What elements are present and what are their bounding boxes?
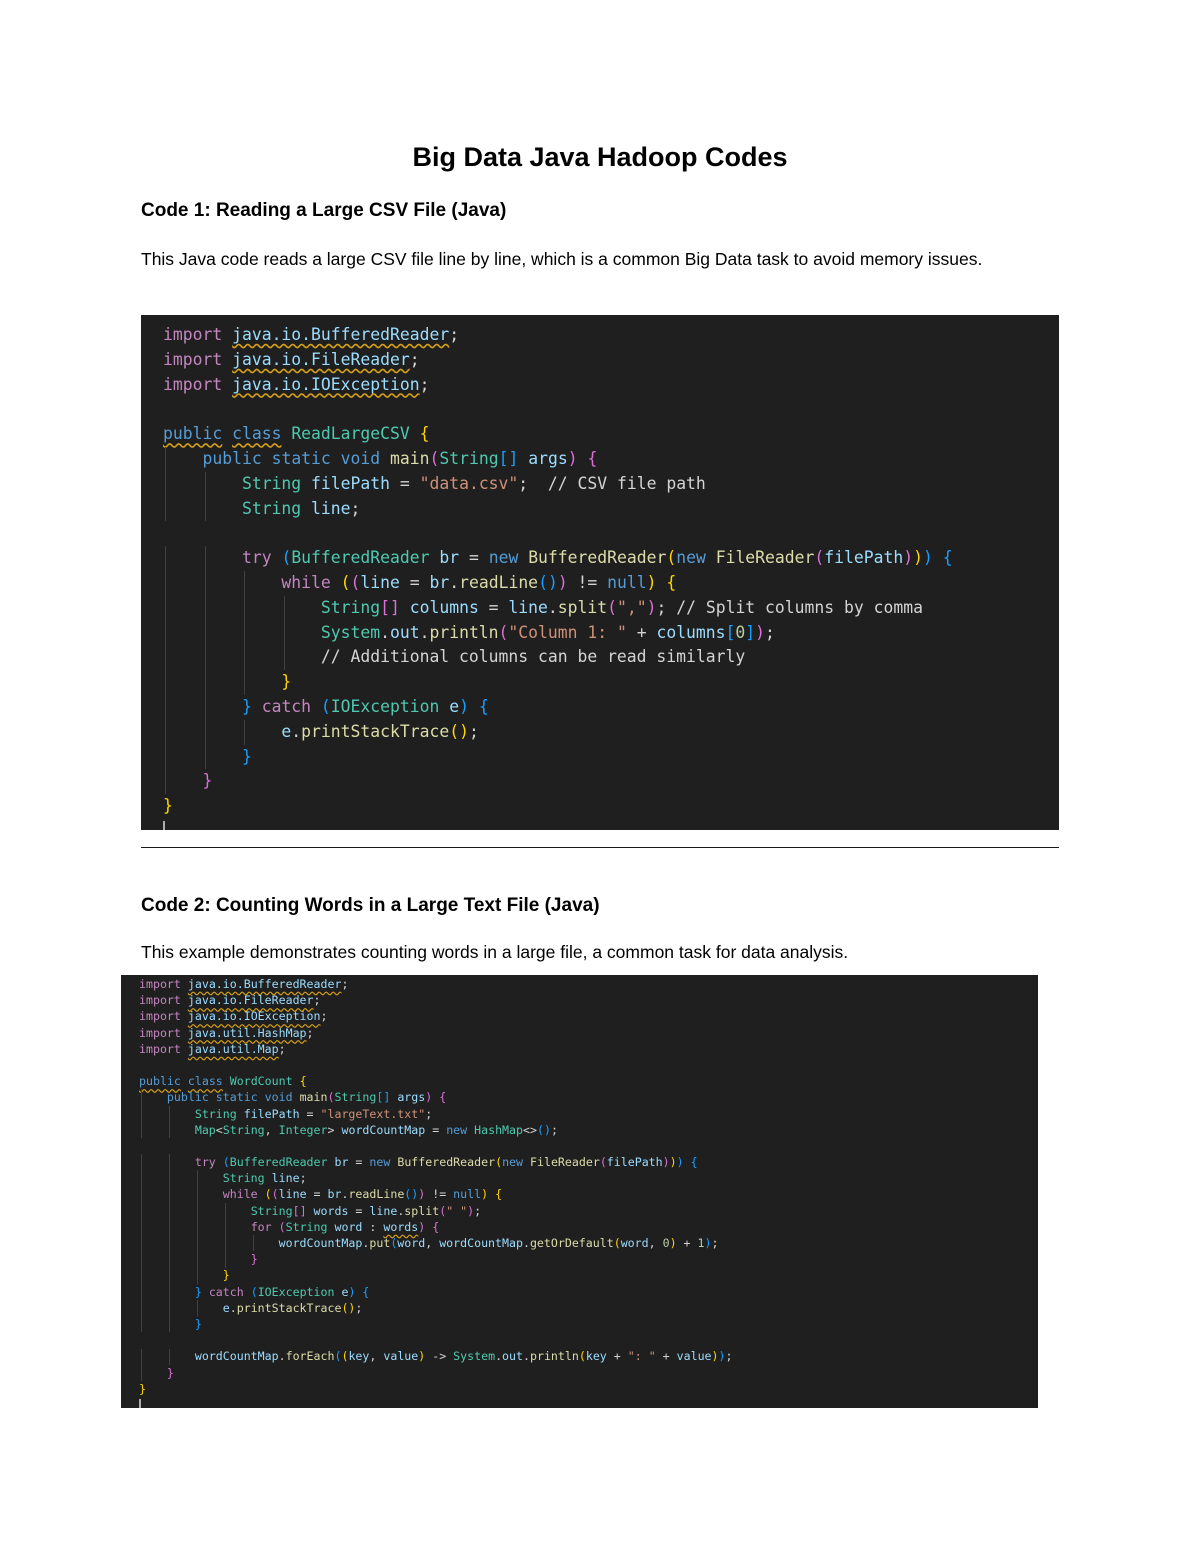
indent-guide [165, 596, 166, 621]
indent-guide [141, 1251, 142, 1267]
indent-guide [141, 1170, 142, 1186]
code-line: while ((line = br.readLine()) != null) { [281, 572, 677, 592]
code-line: } [139, 1381, 146, 1396]
code-line: public class WordCount { [139, 1074, 307, 1089]
indent-guide [169, 1235, 170, 1251]
indent-guide [141, 1154, 142, 1170]
indent-guide [225, 1219, 226, 1235]
indent-guide [165, 571, 166, 596]
indent-guide [169, 1187, 170, 1203]
code-line: public static void main(String[] args) { [202, 448, 598, 468]
indent-guide [197, 1187, 198, 1203]
indent-guide [205, 472, 206, 497]
indent-guide [205, 720, 206, 745]
indent-guide [165, 769, 166, 794]
indent-guide [244, 571, 245, 596]
code-line [139, 1057, 1038, 1073]
indent-guide [165, 472, 166, 497]
indent-guide [165, 546, 166, 571]
indent-guide [169, 1300, 170, 1316]
indent-guide [141, 1365, 142, 1381]
indent-guide [197, 1300, 198, 1316]
indent-guide [169, 1284, 170, 1300]
code-line: for (String word : words) { [250, 1219, 440, 1234]
code-line: public static void main(String[] args) { [166, 1090, 447, 1105]
indent-guide [141, 1089, 142, 1105]
indent-guide [141, 1122, 142, 1138]
indent-guide [141, 1316, 142, 1332]
section-1-heading: Code 1: Reading a Large CSV File (Java) [141, 200, 507, 221]
code-line: } [241, 746, 252, 766]
code-line: } [222, 1268, 230, 1283]
code-line: } [202, 771, 213, 791]
indent-guide [197, 1219, 198, 1235]
code-line [163, 397, 1059, 422]
indent-guide [197, 1268, 198, 1284]
code-line [139, 1138, 1038, 1154]
indent-guide [169, 1268, 170, 1284]
indent-guide [284, 645, 285, 670]
indent-guide [205, 670, 206, 695]
code-block-read-large-csv [141, 315, 1059, 830]
indent-guide [169, 1122, 170, 1138]
code-line: // Additional columns can be read similarly [320, 647, 746, 667]
indent-guide [169, 1106, 170, 1122]
code-line: } [194, 1316, 202, 1331]
indent-guide [205, 695, 206, 720]
indent-guide [244, 670, 245, 695]
code-line: } [166, 1365, 174, 1380]
code-line: import java.io.BufferedReader; [139, 977, 349, 991]
indent-guide [284, 621, 285, 646]
code-line: } [250, 1252, 258, 1267]
indent-guide [169, 1154, 170, 1170]
indent-guide [169, 1316, 170, 1332]
indent-guide [205, 596, 206, 621]
indent-guide [197, 1203, 198, 1219]
indent-guide [225, 1235, 226, 1251]
code-line: public class ReadLargeCSV { [163, 424, 430, 444]
indent-guide [205, 621, 206, 646]
indent-guide [284, 596, 285, 621]
indent-guide [165, 695, 166, 720]
indent-guide [165, 645, 166, 670]
indent-guide [165, 670, 166, 695]
indent-guide [141, 1219, 142, 1235]
indent-guide [253, 1235, 254, 1251]
indent-guide [169, 1219, 170, 1235]
indent-guide [141, 1349, 142, 1365]
code-line: try (BufferedReader br = new BufferedReader(new FileReader(filePath))) { [241, 548, 953, 568]
code-line: wordCountMap.forEach((key, value) -> System.out.println(key + ": " + value)); [194, 1349, 733, 1364]
indent-guide [205, 546, 206, 571]
code-block-word-count [121, 975, 1038, 1408]
code-line: String[] words = line.split(" "); [250, 1203, 482, 1218]
indent-guide [141, 1268, 142, 1284]
code-line: String filePath = "data.csv"; // CSV file path [241, 473, 706, 493]
section-2-heading: Code 2: Counting Words in a Large Text File (Java) [141, 895, 600, 916]
code-line [163, 521, 1059, 546]
indent-guide [244, 621, 245, 646]
indent-guide [141, 1187, 142, 1203]
indent-guide [165, 745, 166, 770]
indent-guide [141, 1300, 142, 1316]
indent-guide [244, 720, 245, 745]
indent-guide [141, 1203, 142, 1219]
indent-guide [225, 1251, 226, 1267]
horizontal-rule [141, 847, 1059, 848]
code-line: import java.util.HashMap; [139, 1025, 314, 1040]
code-line: import java.io.IOException; [163, 374, 430, 394]
indent-guide [141, 1235, 142, 1251]
indent-guide [165, 720, 166, 745]
code-line: while ((line = br.readLine()) != null) { [222, 1187, 503, 1202]
indent-guide [165, 621, 166, 646]
indent-guide [225, 1203, 226, 1219]
code-line: import java.io.FileReader; [163, 349, 420, 369]
code-line: } catch (IOException e) { [241, 696, 489, 716]
indent-guide [205, 745, 206, 770]
section-2-description: This example demonstrates counting words in a large file, a common task for data analysis. [141, 942, 849, 962]
code-line: Map<String, Integer> wordCountMap = new HashMap<>(); [194, 1122, 558, 1137]
section-1-description: This Java code reads a large CSV file line by line, which is a common Big Data task to avoid memory issues. [141, 249, 983, 269]
code-line: import java.io.FileReader; [139, 993, 321, 1008]
code-line: String filePath = "largeText.txt"; [194, 1106, 433, 1121]
indent-guide [165, 497, 166, 522]
indent-guide [141, 1106, 142, 1122]
indent-guide [244, 645, 245, 670]
indent-guide [165, 447, 166, 472]
indent-guide [141, 1284, 142, 1300]
code-line: } catch (IOException e) { [194, 1284, 370, 1299]
code-line: wordCountMap.put(word, wordCountMap.getOrDefault(word, 0) + 1); [278, 1236, 719, 1250]
indent-guide [244, 596, 245, 621]
indent-guide [197, 1251, 198, 1267]
indent-guide [197, 1235, 198, 1251]
code-line [139, 1332, 1038, 1348]
indent-guide [205, 497, 206, 522]
code-line: String line; [222, 1171, 307, 1186]
page-title: Big Data Java Hadoop Codes [412, 142, 788, 172]
code-line: String line; [241, 498, 361, 518]
indent-guide [169, 1170, 170, 1186]
code-line: import java.io.IOException; [139, 1009, 328, 1024]
code-line: } [163, 796, 173, 816]
code-line: import java.util.Map; [139, 1041, 286, 1056]
code-line: String[] columns = line.split(","); // Split columns by comma [320, 597, 923, 617]
code-line: e.printStackTrace(); [281, 721, 479, 741]
indent-guide [205, 645, 206, 670]
indent-guide [197, 1170, 198, 1186]
code-line: try (BufferedReader br = new BufferedReader(new FileReader(filePath))) { [194, 1155, 698, 1170]
text-cursor [139, 1399, 141, 1408]
indent-guide [169, 1203, 170, 1219]
code-line: System.out.println("Column 1: " + columns[0]); [320, 622, 775, 642]
text-cursor [163, 821, 165, 830]
code-line: } [281, 672, 292, 692]
indent-guide [169, 1251, 170, 1267]
code-line: import java.io.BufferedReader; [163, 325, 460, 344]
code-line: e.printStackTrace(); [222, 1300, 363, 1315]
indent-guide [205, 571, 206, 596]
indent-guide [169, 1349, 170, 1365]
